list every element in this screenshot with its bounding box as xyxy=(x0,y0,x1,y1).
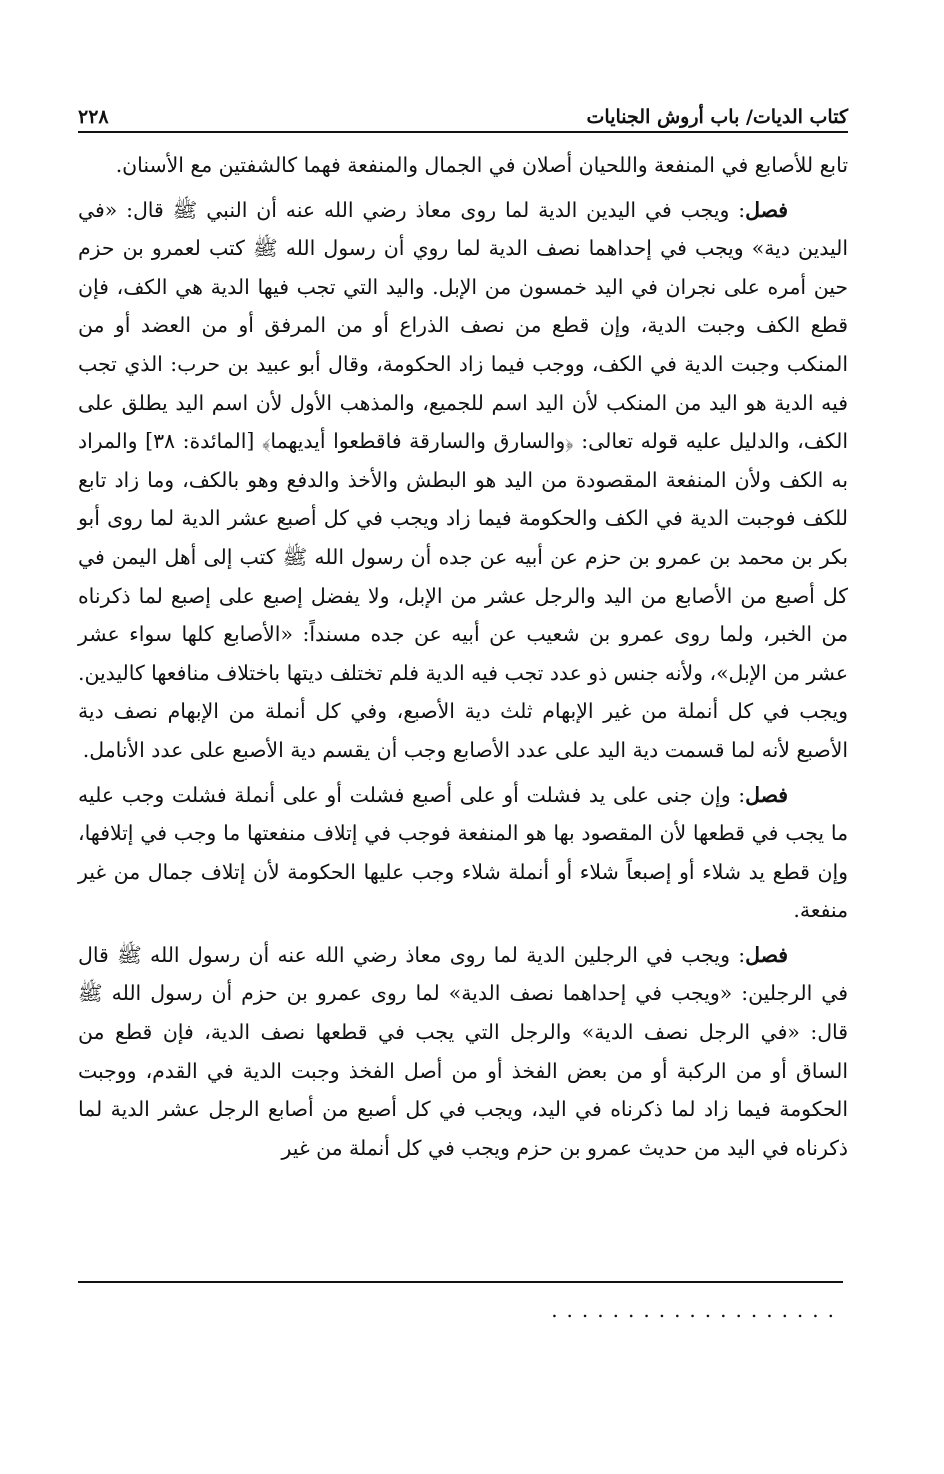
paragraph-legs xyxy=(78,936,848,1168)
section-keyword: فصل xyxy=(745,942,788,967)
section-keyword: فصل xyxy=(745,197,788,222)
paragraph-continuation xyxy=(78,146,848,185)
footnote-rule xyxy=(78,1281,843,1283)
page-header xyxy=(78,92,848,128)
header-rule xyxy=(78,131,848,133)
paragraph-text: : وإن جنى على يد فشلت أو على أصبع فشلت أو على أنملة فشلت وجب عليه ما يجب في قطعها لأن المقصود بها هو المنفعة فوجب في إتلاف منفعتها ما وجب في إتلافها، وإن قطع يد شلاء أو إصبعاً شلاء أو أنملة شلاء وجب عليها الحكومة لأن إتلاف جمال من غير منفعة. xyxy=(78,782,848,923)
paragraph-hands xyxy=(78,191,848,770)
page-body xyxy=(78,146,848,1167)
page-number: ٢٢٨ xyxy=(78,106,109,128)
running-title: كتاب الديات/ باب أروش الجنايات xyxy=(586,106,848,128)
section-keyword: فصل xyxy=(745,782,788,807)
paragraph-text: : ويجب في اليدين الدية لما روى معاذ رضي الله عنه أن النبي ﷺ قال: «في اليدين دية» ويجب في إحداهما نصف الدية لما روي أن رسول الله ﷺ كتب لعمرو بن حزم حين أمره على نجران في اليد خمسون من الإبل. واليد التي تجب فيها الدية هي الكف، فإن قطع الكف وجبت الدية، وإن قطع من نصف الذراع أو من المرفق أو من العضد أو من المنكب وجبت الدية في الكف، ووجب فيما زاد الحكومة، وقال أبو عبيد بن حرب: الذي تجب فيه الدية هو اليد من المنكب لأن اليد اسم للجميع، والمذهب الأول لأن اسم اليد يطلق على الكف، والدليل عليه قوله تعالى: ﴿والسارق والسارقة فاقطعوا أيديهما﴾ [المائدة: ٣٨] والمراد به الكف ولأن المنفعة المقصودة من اليد هو البطش والأخذ والدفع وهو بالكف، وما زاد تابع للكف فوجبت الدية في الكف والحكومة فيما زاد ويجب في كل أصبع عشر الدية لما روى أبو بكر بن محمد بن عمرو بن حزم عن أبيه عن جده أن رسول الله ﷺ كتب إلى أهل اليمن في كل أصبع من الأصابع من اليد والرجل عشر من الإبل، ولا يفضل إصبع على إصبع لما ذكرناه من الخبر، ولما روى عمرو بن شعيب عن أبيه عن جده مسنداً: «الأصابع كلها سواء عشر عشر من الإبل»، ولأنه جنس ذو عدد تجب فيه الدية فلم تختلف ديتها باختلاف منافعها كاليدين. ويجب في كل أنملة من غير الإبهام ثلث دية الأصبع، وفي كل أنملة من الإبهام نصف دية الأصبع لأنه لما قسمت دية اليد على عدد الأصابع وجب أن يقسم دية الأصبع على عدد الأنامل. xyxy=(78,197,848,762)
paragraph-paralysis xyxy=(78,776,848,930)
footnote-dots: ................... xyxy=(551,1298,843,1322)
paragraph-text: : ويجب في الرجلين الدية لما روى معاذ رضي الله عنه أن رسول الله ﷺ قال في الرجلين: «ويجب في إحداهما نصف الدية» لما روى عمرو بن حزم أن رسول الله ﷺ قال: «في الرجل نصف الدية» والرجل التي يجب في قطعها نصف الدية، فإن قطع من الساق أو من الركبة أو من بعض الفخذ أو من أصل الفخذ وجبت الدية في القدم، ووجبت الحكومة فيما زاد لما ذكرناه في اليد، ويجب في كل أصبع من أصابع الرجل عشر الدية لما ذكرناه في اليد من حديث عمرو بن حزم ويجب في كل أنملة من غير xyxy=(78,942,848,1160)
paragraph-text: تابع للأصابع في المنفعة واللحيان أصلان في الجمال والمنفعة فهما كالشفتين مع الأسنان. xyxy=(115,153,848,177)
